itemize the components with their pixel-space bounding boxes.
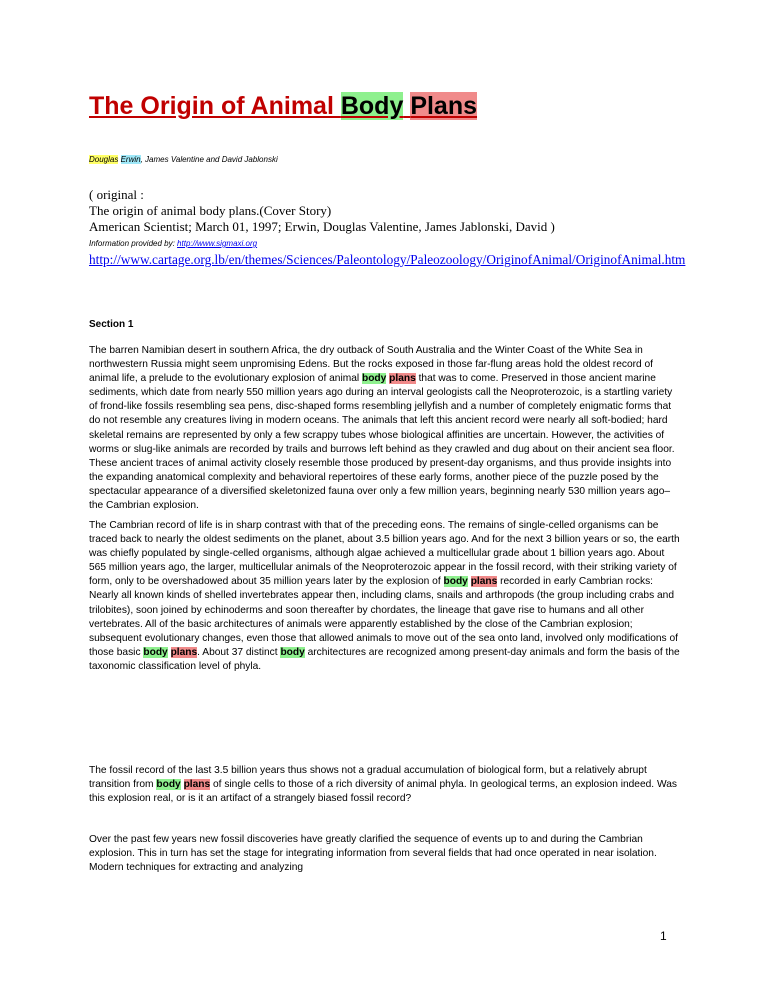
info-label: Information provided by: <box>89 239 178 248</box>
highlight-plans: plans <box>389 373 416 385</box>
p3-text-a: The fossil record of the last 3.5 billion years thus shows not a gradual accumulation of biological form, but a relatively abrupt transition from <box>89 765 647 791</box>
paragraph-1 <box>89 344 681 513</box>
info-provided-line <box>89 239 257 248</box>
p1-text-b: that was to come. Preserved in those ancient marine sediments, which date from nearly 550 million years ago during an interval geologists call the Neoproterozoic, is a startling variety of frond-like fossils resembling sea pens, disc-shaped forms resembling jellyfish and a number of completely enigmatic forms that do not resemble any creatures living in modern oceans. The animals that left this ancient record were nearly all soft-bodied; hard skeletal remains are represented by only a few scrappy tubes whose biological affinities are uncertain. However, the activities of worms or slug-like animals are recorded by trails and burrows left behind as they crawled and dug about on their ancient sea floor. These ancient traces of animal activity closely resemble those produced by present-day organisms, and thus provide insights into the expanding anatomical complexity and behavioral repertoires of these early forms, another piece of the puzzle posed by the spectacular appearance of a diversified skeletonized fauna over only a few million years, beginning nearly 530 million years ago–the Cambrian explosion. <box>89 373 675 512</box>
p2-text-b: recorded in early Cambrian rocks: Nearly all known kinds of shelled invertebrates appear then, including clams, snails and arthropods (the group including crabs and trilobites), soon joined by echinoderms and soon thereafter by chordates, the lineage that gave rise to humans and all other vertebrates. All of the basic architectures of animals were apparently established by the close of the Cambrian explosion; subsequent evolutionary changes, even those that allowed animals to move out of the sea onto land, involved only modifications of those basic <box>89 576 678 658</box>
highlight-plans: plans <box>470 576 498 588</box>
author-first-name: Douglas <box>89 155 119 164</box>
p4-text-a: Over the past few years new fossil discoveries have greatly clarified the sequence of events up to and during the Cambrian explosion. This in turn has set the stage for integrating information from several fields that had once operated in near isolation. Modern techniques for extracting and analyzing <box>89 834 657 874</box>
highlight-body: body <box>443 576 468 588</box>
p1-text-a: The barren Namibian desert in southern Africa, the dry outback of South Australia and the Winter Coast of the White Sea in northwestern Russia might seem unpromising Edens. But the rocks exposed in those far-flung areas hold the oldest record of animal life, a prelude to the evolutionary explosion of animal <box>89 345 654 385</box>
title-text: The Origin of Animal <box>89 92 341 120</box>
authors-line <box>89 155 278 164</box>
source-url-link[interactable]: http://www.cartage.org.lb/en/themes/Sciences/Paleontology/Paleozoology/OriginofAnimal/OriginofAnimal.htm <box>89 252 686 267</box>
p2-text-c: . About 37 distinct <box>197 646 281 658</box>
p2-text-d: architectures are recognized among present-day animals and form the basis of the taxonomic classification level of phyla. <box>89 646 680 672</box>
highlight-plans: plans <box>170 646 198 658</box>
page-number: 1 <box>660 929 667 943</box>
section-heading: Section 1 <box>89 319 134 330</box>
author-last-name: Erwin <box>120 155 141 164</box>
highlight-plans: plans <box>183 779 211 791</box>
p2-text-a: The Cambrian record of life is in sharp contrast with that of the preceding eons. The remains of single-celled organisms can be traced back to nearly the oldest sediments on the planet, about 3.5 billion years ago. And for the next 3 billion years or so, the earth was chiefly populated by single-celled organisms, although algae achieved a multicellular grade about 1 billion years ago. About 565 million years ago, the larger, multicellular animals of the Neoproterozoic appear in the fossil record, with their striking variety of form, only to be overshadowed about 35 million years later by the explosion of <box>89 520 680 588</box>
highlight-body: body <box>143 646 168 658</box>
highlight-body: body <box>361 373 387 385</box>
title-highlight-body: Body <box>340 92 404 120</box>
original-citation <box>89 187 555 235</box>
paragraph-3 <box>89 764 681 806</box>
paragraph-2 <box>89 519 681 674</box>
authors-rest: , James Valentine and David Jablonski <box>140 155 278 164</box>
citation-line-3: American Scientist; March 01, 1997; Erwin, Douglas Valentine, James Jablonski, David ) <box>89 219 555 234</box>
highlight-body: body <box>156 779 181 791</box>
document-title <box>89 92 477 121</box>
citation-line-2: The origin of animal body plans.(Cover Story) <box>89 203 332 218</box>
sigmaxi-link[interactable]: http://www.sigmaxi.org <box>177 239 258 248</box>
citation-line-1: ( original : <box>89 187 144 202</box>
p3-text-b: of single cells to those of a rich diversity of animal phyla. In geological terms, an explosion indeed. Was this explosion real, or is it an artifact of a strangely biased fossil record? <box>89 779 677 805</box>
highlight-body: body <box>280 646 305 658</box>
paragraph-4 <box>89 833 681 875</box>
title-highlight-plans: Plans <box>410 92 478 120</box>
